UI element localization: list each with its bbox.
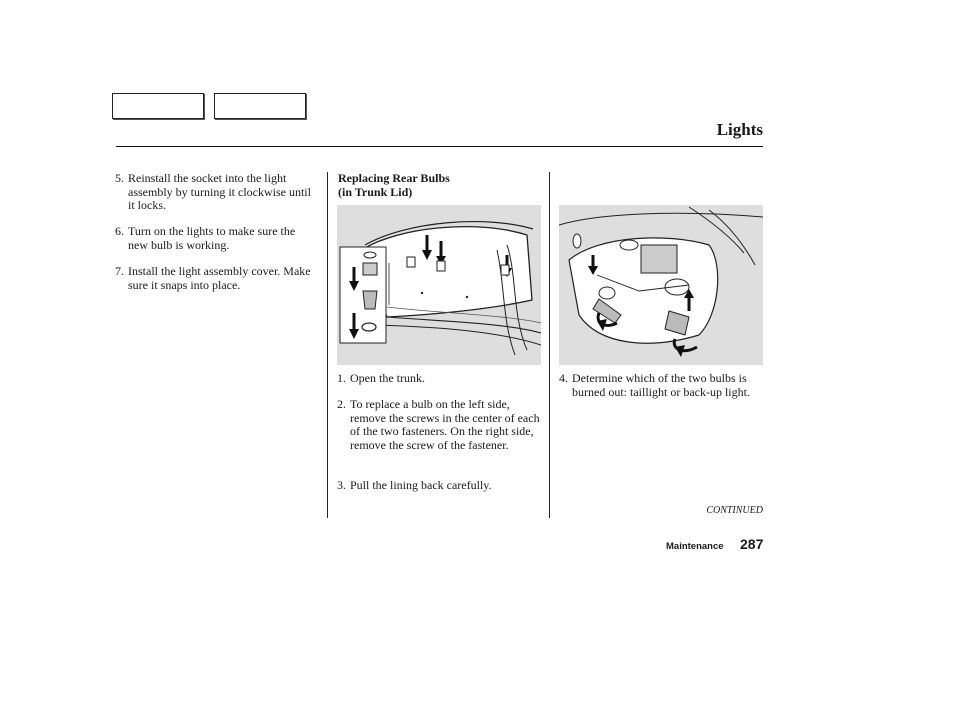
footer-section-name: Maintenance: [666, 541, 724, 552]
section-heading-line: Replacing Rear Bulbs: [338, 171, 450, 185]
step-number: 5.: [115, 171, 124, 185]
column-divider: [327, 172, 328, 518]
step-5: [115, 172, 315, 213]
step-number: 6.: [115, 224, 124, 238]
step-text: Install the light assembly cover. Make sure it snaps into place.: [128, 264, 311, 292]
step-number: 1.: [337, 371, 346, 385]
trunk-lid-icon: [337, 205, 541, 365]
step-4: [559, 372, 765, 399]
step-number: 2.: [337, 397, 346, 411]
page-number: 287: [740, 536, 764, 552]
column-divider: [549, 172, 550, 518]
taillight-bulb-sockets-illustration: [559, 205, 763, 365]
nav-tab-2[interactable]: [214, 93, 306, 119]
step-3: [337, 479, 545, 493]
title-rule: [116, 146, 763, 147]
bulb-socket-icon: [559, 205, 763, 365]
step-text: Reinstall the socket into the light assembly by turning it clockwise until it locks.: [128, 171, 311, 212]
section-heading: [338, 172, 450, 199]
step-1: [337, 372, 545, 386]
step-6: [115, 225, 315, 252]
step-2: [337, 398, 545, 452]
step-text: Pull the lining back carefully.: [350, 478, 492, 492]
step-number: 7.: [115, 264, 124, 278]
step-text: Determine which of the two bulbs is burned out: taillight or back-up light.: [572, 371, 750, 399]
step-number: 3.: [337, 478, 346, 492]
step-text: Turn on the lights to make sure the new bulb is working.: [128, 224, 296, 252]
step-7: [115, 265, 315, 292]
nav-tab-1[interactable]: [112, 93, 204, 119]
step-text: To replace a bulb on the left side, remove the screws in the center of each of the two fasteners. On the right side, remove the screw of the fastener.: [350, 397, 540, 452]
step-text: Open the trunk.: [350, 371, 425, 385]
page-title: Lights: [716, 120, 763, 139]
continued-label: CONTINUED: [706, 505, 763, 516]
trunk-lining-fasteners-illustration: [337, 205, 541, 365]
step-number: 4.: [559, 371, 568, 385]
section-heading-line: (in Trunk Lid): [338, 184, 413, 199]
